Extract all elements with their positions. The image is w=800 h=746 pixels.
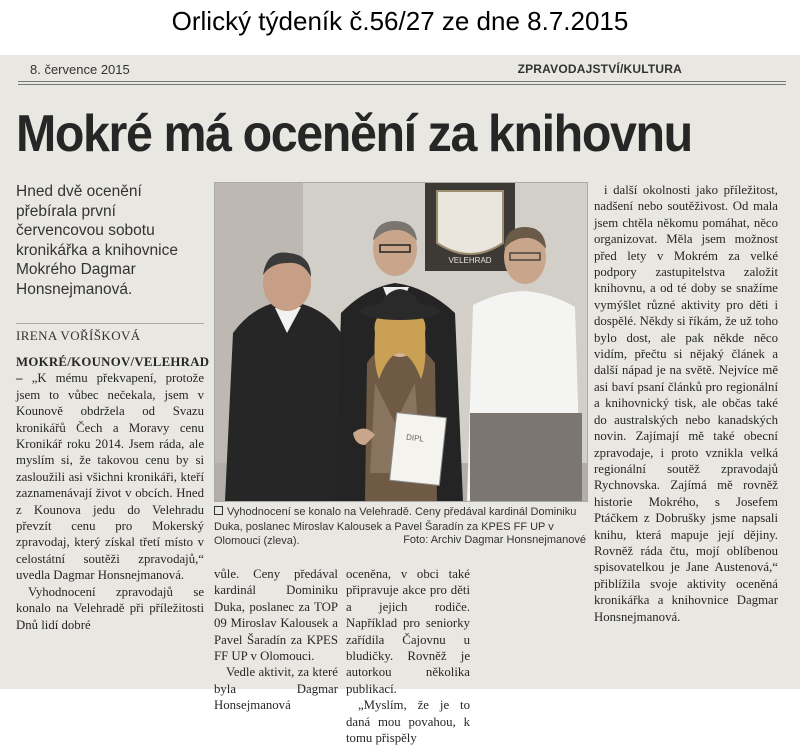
column-1-paragraph-2: Vyhodnocení zpravodajů se konalo na Velehradě při příležitosti Dnů lidí dobré (16, 584, 204, 632)
photo-caption-text: Vyhodnocení se konalo na Velehradě. Ceny předával kardinál Dominiku Duka, poslanec Miroslav Kalousek a Pavel Šaradín za KPES FF UP v Olomouci (zleva). (214, 506, 577, 547)
column-3-paragraph-2: „Myslím, že je to daná mou povahou, k tomu přispěly (346, 698, 470, 746)
lead-divider (16, 323, 204, 324)
diploma-text: DIPL (405, 432, 425, 444)
article-column-2 (214, 566, 338, 714)
article-column-1 (16, 354, 210, 633)
issue-date: 8. července 2015 (30, 62, 130, 77)
article-lead: Hned dvě ocenění přebírala první červencovou sobotu kronikářka a knihovnice Mokrého Dagmar Honsnejmanová. (16, 183, 178, 298)
article-photo (214, 182, 588, 502)
section-label: ZPRAVODAJSTVÍ/KULTURA (517, 62, 682, 76)
emblem-text: VELEHRAD (448, 256, 492, 265)
article-author: IRENA VOŘÍŠKOVÁ (16, 328, 141, 343)
photo-credit: Foto: Archiv Dagmar Honsnejmanové (403, 534, 586, 546)
header-rule (18, 81, 786, 82)
header-rule-second (18, 84, 786, 85)
column-4-paragraph-1: i další okolnosti jako příležitost, nadšení nebo soutěživost. Od mala jsem chtěla někomu pomáhat, něco organizovat. Měla jsem možnost před lety v Mokrém za velké podpory zastupitelstva založit knihovnu, a od té doby se snažíme vymýšlet různé aktivity pro děti i dospělé. Někdy si říkám, že už toho bylo dost, ale pak někde něco vidím, přečtu si nějaký článek a další nápad je na světě. Nejvíce mě asi baví psaní článků pro regionální a knihovnický tisk, ale občas také do australských nebo kanadských novin. Zajímají mě také obecní zpravodaje, i proto vznikla velká regionální soutěž zpravodajů Rychnovska. Zajímá mě rovněž historie Mokrého, s Josefem Ptáčkem z Dobrušky jsme napsali knihu, která mapuje její dějiny. Rovněž ráda čtu, mojí oblíbenou spisovatelkou je Jane Austenová,“ přiblížila svoje aktivity oceněná kronikářka a knihovnice Dagmar Honsnejmanová. (594, 183, 778, 624)
column-2-paragraph-1: vůle. Ceny předával kardinál Dominiku Duka, poslanec za TOP 09 Miroslav Kalousek a Pavel Šaradín za KPES FF UP v Olomouci. (214, 567, 338, 664)
column-3-paragraph-1: oceněna, v obci také připravuje akce pro děti a jejich rodiče. Například pro seniorky zařídila Čajovnu u bludičky. Rovněž je autorkou několika publikací. (346, 567, 470, 696)
article-headline: Mokré má ocenění za knihovnu (16, 105, 692, 163)
caption-square-icon (214, 506, 223, 515)
column-2-paragraph-2: Vedle aktivit, za které byla Dagmar Honsejmanová (214, 665, 338, 713)
article-dateline: MOKRÉ/KOUNOV/VELEHRAD – (16, 355, 210, 386)
article-column-4 (594, 182, 778, 625)
source-caption: Orlický týdeník č.56/27 ze dne 8.7.2015 (171, 6, 629, 36)
column-1-paragraph-1: „K mému překvapení, protože jsem to vůbec nečekala, jsem v Kounově obdržela od Svazu kronikářů Čech a Moravy cenu Kronikář roku 2014. Jsem ráda, ale myslím si, že takovou cenu by si zasloužili asi všichni kronikáři, kteří zaznamenávají život v obcích. Hned z Kounova jedu do Velehradu převzít cenu pro Mokerský zpravodaj, který získal třetí místo v celostátní soutěži zpravodajů,“ uvedla Dagmar Honsnejmanová. (16, 371, 204, 583)
award-ceremony-photo (215, 183, 587, 501)
article-column-3 (346, 566, 470, 746)
